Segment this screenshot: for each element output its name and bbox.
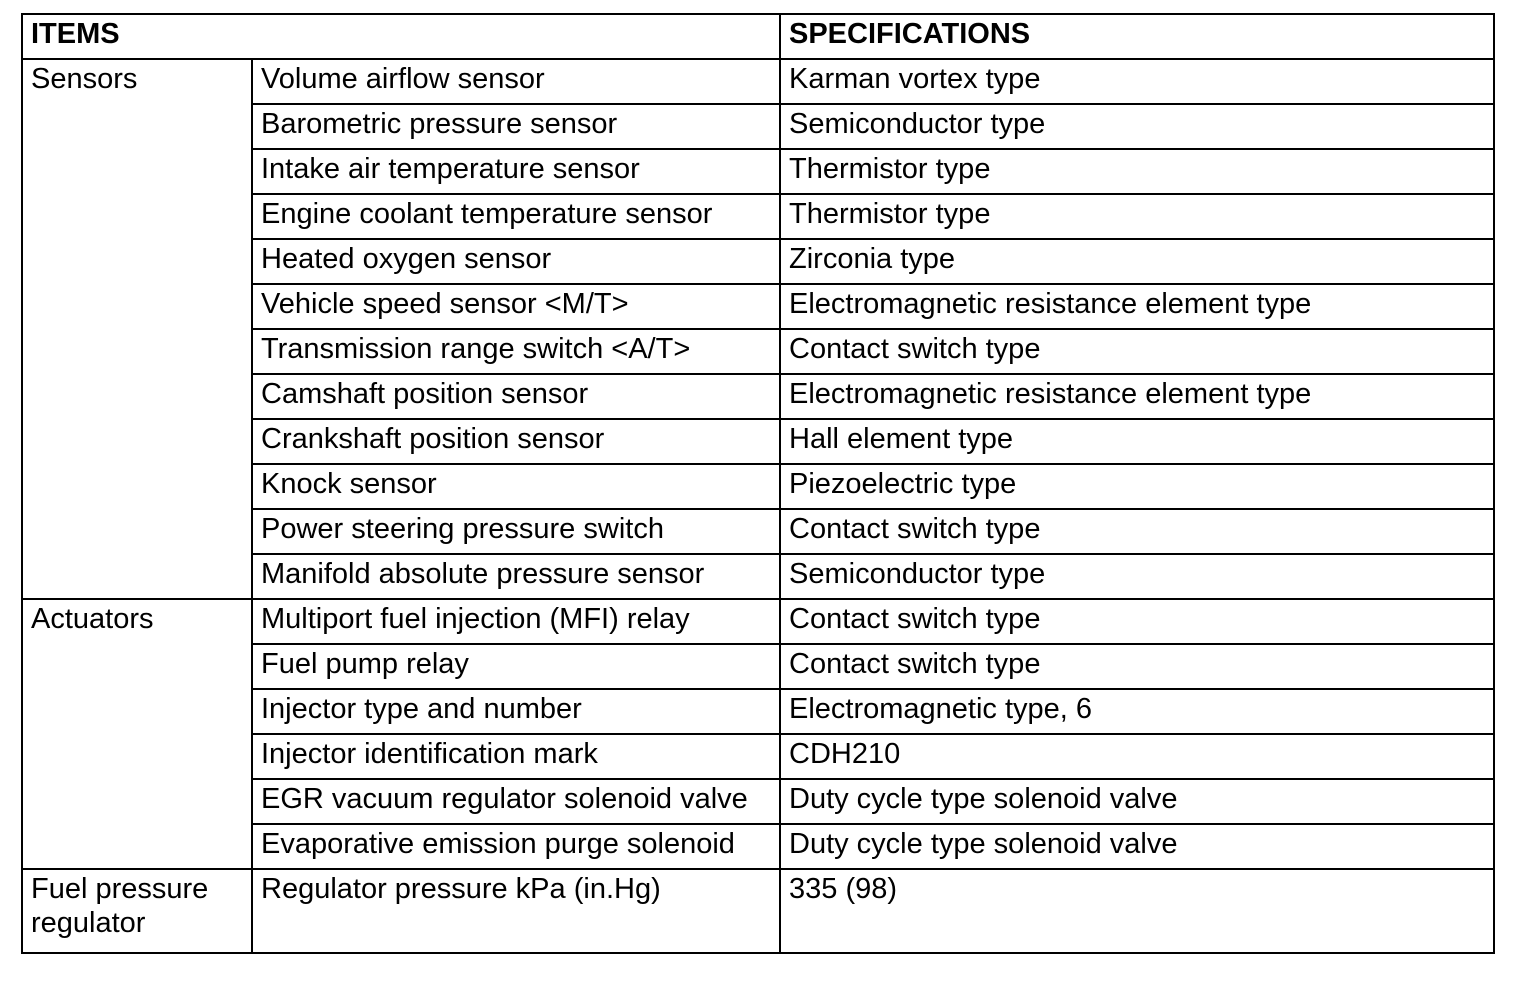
group-label-fuel-pressure-regulator: Fuel pressure regulator [22,869,252,953]
spec-cell: Contact switch type [780,329,1494,374]
items-header: ITEMS [22,14,780,59]
item-cell: Camshaft position sensor [252,374,780,419]
specifications-table [21,13,1495,954]
item-cell: Engine coolant temperature sensor [252,194,780,239]
item-cell: Fuel pump relay [252,644,780,689]
item-cell: Vehicle speed sensor <M/T> [252,284,780,329]
item-cell: Crankshaft position sensor [252,419,780,464]
spec-cell: Semiconductor type [780,104,1494,149]
item-cell: Injector type and number [252,689,780,734]
spec-cell: Zirconia type [780,239,1494,284]
table-row [22,59,1494,104]
spec-cell: Contact switch type [780,644,1494,689]
spec-cell: Electromagnetic resistance element type [780,284,1494,329]
spec-cell: Thermistor type [780,149,1494,194]
item-cell: Transmission range switch <A/T> [252,329,780,374]
item-cell: Volume airflow sensor [252,59,780,104]
item-cell: Intake air temperature sensor [252,149,780,194]
spec-cell: Karman vortex type [780,59,1494,104]
spec-cell: Contact switch type [780,599,1494,644]
spec-cell: Duty cycle type solenoid valve [780,824,1494,869]
specifications-header: SPECIFICATIONS [780,14,1494,59]
spec-cell: Hall element type [780,419,1494,464]
item-cell: EGR vacuum regulator solenoid valve [252,779,780,824]
spec-cell: Thermistor type [780,194,1494,239]
item-cell: Regulator pressure kPa (in.Hg) [252,869,780,953]
spec-cell: Electromagnetic resistance element type [780,374,1494,419]
spec-cell: Semiconductor type [780,554,1494,599]
group-label-sensors: Sensors [22,59,252,599]
item-cell: Knock sensor [252,464,780,509]
table-header-row [22,14,1494,59]
group-label-actuators: Actuators [22,599,252,869]
spec-cell: Duty cycle type solenoid valve [780,779,1494,824]
table-row [22,869,1494,953]
item-cell: Evaporative emission purge solenoid [252,824,780,869]
spec-cell: Contact switch type [780,509,1494,554]
spec-cell: CDH210 [780,734,1494,779]
spec-cell: Electromagnetic type, 6 [780,689,1494,734]
spec-cell: 335 (98) [780,869,1494,953]
spec-cell: Piezoelectric type [780,464,1494,509]
item-cell: Heated oxygen sensor [252,239,780,284]
table-row [22,599,1494,644]
item-cell: Barometric pressure sensor [252,104,780,149]
item-cell: Power steering pressure switch [252,509,780,554]
item-cell: Multiport fuel injection (MFI) relay [252,599,780,644]
item-cell: Injector identification mark [252,734,780,779]
item-cell: Manifold absolute pressure sensor [252,554,780,599]
